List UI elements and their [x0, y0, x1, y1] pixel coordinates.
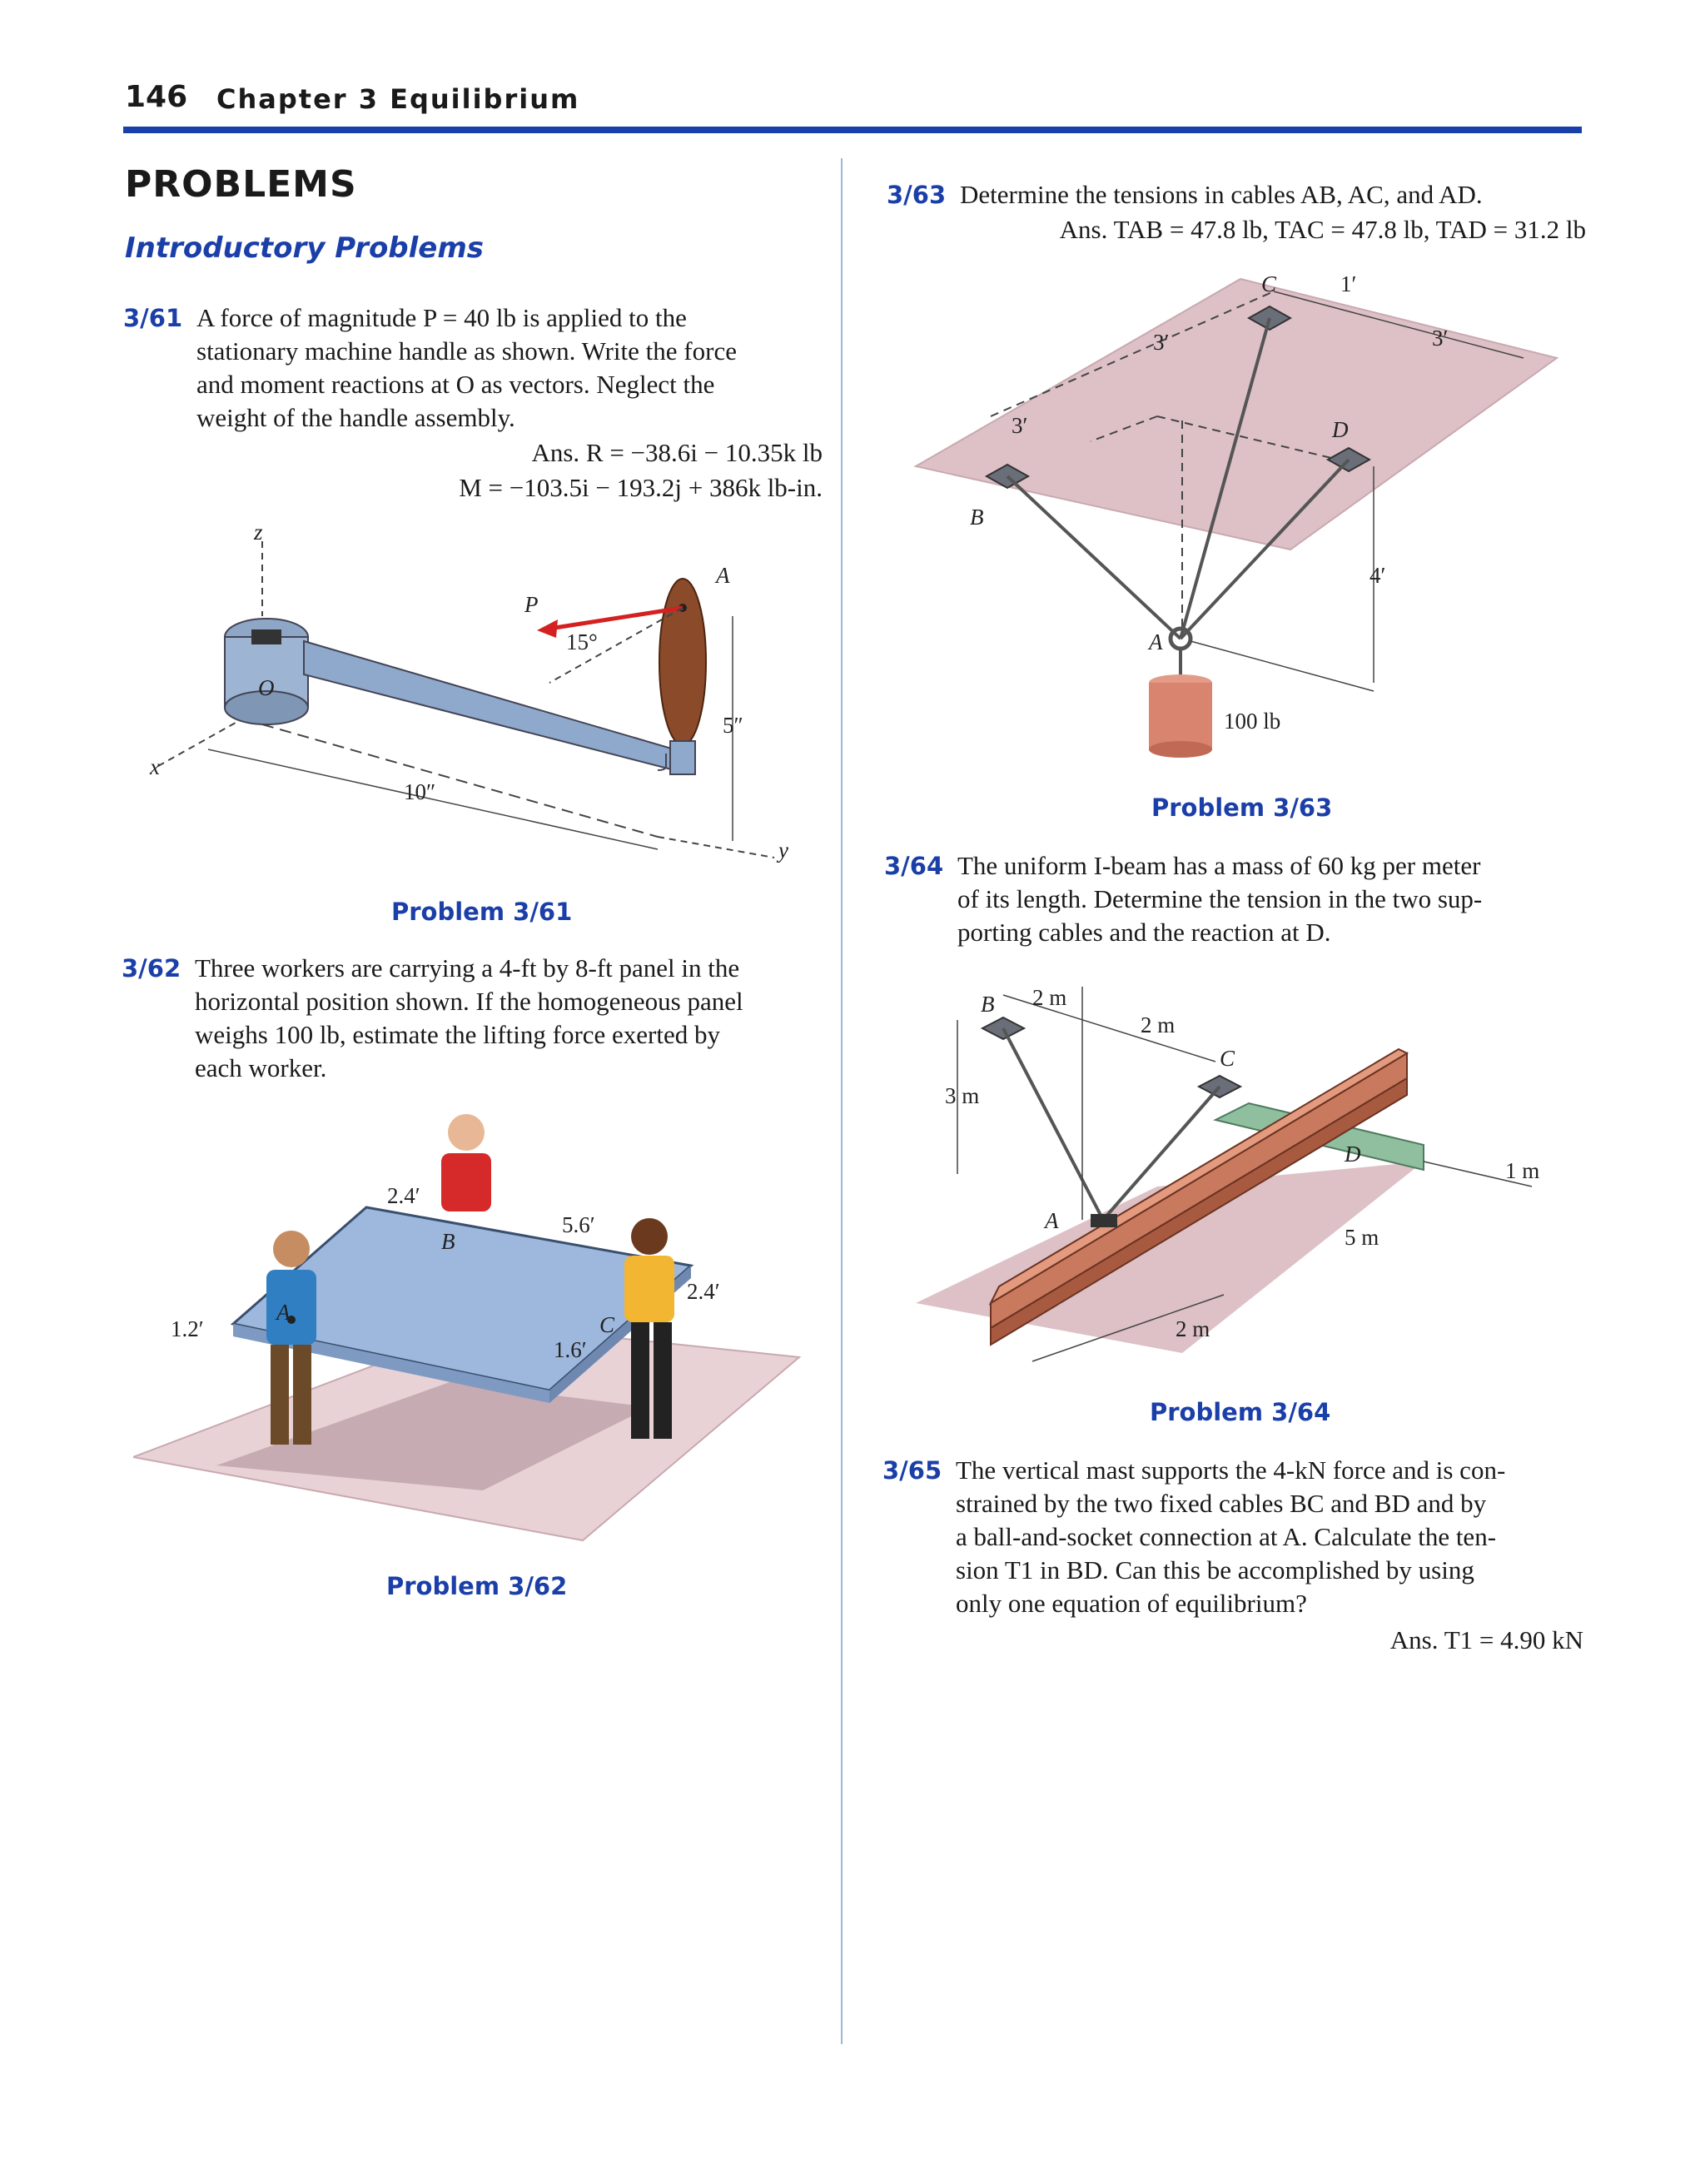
problem-3-63	[887, 178, 1586, 253]
problem-3-64	[884, 849, 1583, 958]
label-B: B	[981, 992, 995, 1017]
problem-number: 3/61	[123, 304, 183, 332]
problem-text	[956, 1454, 1505, 1620]
text-line: weighs 100 lb, estimate the lifting force exerted by	[195, 1020, 721, 1049]
text-line: strained by the two fixed cables BC and BD and by	[956, 1489, 1487, 1518]
figure-3-63	[907, 266, 1573, 791]
label-dim-5: 5″	[723, 713, 743, 738]
label-d3: 1′	[1340, 271, 1357, 296]
label-d4: 3′	[1432, 326, 1449, 351]
label-d1: 3′	[1153, 330, 1170, 355]
label-x: x	[150, 754, 160, 779]
label-A: A	[1045, 1208, 1059, 1233]
label-d5: 5 m	[1345, 1225, 1379, 1250]
problem-number: 3/65	[882, 1456, 942, 1485]
label-d2: 2 m	[1141, 1012, 1176, 1037]
label-d5: 1.6′	[554, 1337, 587, 1362]
label-A: A	[1149, 629, 1163, 654]
text-line: horizontal position shown. If the homogeneous panel	[195, 987, 743, 1016]
column-divider	[841, 158, 843, 2044]
header-rule	[123, 127, 1582, 133]
figure-3-61	[125, 516, 816, 883]
label-P: P	[524, 592, 539, 617]
label-A: A	[716, 563, 730, 588]
text-line: The uniform I-beam has a mass of 60 kg per meter	[957, 851, 1481, 880]
text-line: A force of magnitude P = 40 lb is applied to the	[196, 303, 687, 332]
subsection-title: Introductory Problems	[125, 231, 485, 265]
label-C: C	[599, 1312, 615, 1337]
problem-text	[960, 178, 1483, 211]
caption-3-64: Problem 3/64	[1150, 1398, 1331, 1426]
problem-3-62	[122, 952, 826, 1093]
label-d3: 2.4′	[687, 1279, 720, 1304]
problem-text	[195, 952, 743, 1085]
label-d2: 5.6′	[562, 1212, 595, 1237]
text-line: of its length. Determine the tension in the two sup-	[957, 884, 1483, 913]
answer-line: Ans. TAB = 47.8 lb, TAC = 47.8 lb, TAD = 31.2 lb	[1059, 215, 1586, 244]
label-d4: 1 m	[1505, 1158, 1540, 1183]
figure-3-64	[907, 970, 1573, 1370]
label-d2: 3′	[1012, 413, 1028, 438]
text-line: each worker.	[195, 1053, 327, 1082]
text-line: and moment reactions at O as vectors. Neglect the	[196, 370, 715, 399]
text-line: only one equation of equilibrium?	[956, 1589, 1307, 1618]
label-angle: 15°	[566, 629, 598, 654]
label-z: z	[254, 520, 263, 545]
page-number: 146	[125, 80, 188, 114]
answer-line: Ans. R = −38.6i − 10.35k lb	[531, 438, 823, 467]
label-dim-10: 10″	[404, 779, 436, 804]
label-B: B	[970, 505, 984, 530]
label-d1: 2 m	[1032, 985, 1067, 1010]
label-d3: 3 m	[945, 1083, 980, 1108]
chapter-title: Chapter 3 Equilibrium	[216, 83, 580, 115]
caption-3-63: Problem 3/63	[1151, 794, 1333, 822]
label-B: B	[441, 1229, 455, 1254]
text-line: a ball-and-socket connection at A. Calculate the ten-	[956, 1522, 1497, 1551]
label-d5: 4′	[1369, 563, 1386, 588]
text-line: stationary machine handle as shown. Write the force	[196, 336, 737, 366]
label-weight: 100 lb	[1224, 709, 1281, 734]
text-line: The vertical mast supports the 4-kN force and is con-	[956, 1455, 1506, 1485]
problem-3-65	[882, 1454, 1583, 1662]
label-d4: 1.2′	[171, 1316, 204, 1341]
label-d6: 2 m	[1176, 1316, 1210, 1341]
problem-number: 3/63	[887, 181, 947, 209]
problem-number: 3/62	[122, 954, 181, 983]
label-A: A	[276, 1300, 291, 1325]
label-C: C	[1220, 1046, 1235, 1071]
problem-3-61	[123, 301, 823, 502]
caption-3-62: Problem 3/62	[386, 1572, 568, 1600]
label-C: C	[1261, 271, 1277, 296]
text-line: Determine the tensions in cables AB, AC, and AD.	[960, 180, 1483, 209]
answer-line: Ans. T1 = 4.90 kN	[1389, 1625, 1583, 1654]
problem-number: 3/64	[884, 852, 944, 880]
problem-text	[957, 849, 1482, 949]
text-line: weight of the handle assembly.	[196, 403, 515, 432]
caption-3-61: Problem 3/61	[391, 898, 573, 926]
section-title: PROBLEMS	[125, 163, 357, 206]
label-D: D	[1345, 1142, 1361, 1167]
figure-3-62	[133, 1107, 816, 1557]
answer-line: M = −103.5i − 193.2j + 386k lb-in.	[459, 473, 823, 502]
text-line: Three workers are carrying a 4-ft by 8-ft panel in the	[195, 953, 740, 983]
label-y: y	[778, 838, 788, 863]
label-d1: 2.4′	[387, 1183, 420, 1208]
label-D: D	[1332, 417, 1349, 442]
text-line: porting cables and the reaction at D.	[957, 918, 1331, 947]
problem-text	[196, 301, 737, 435]
label-O: O	[258, 675, 275, 700]
text-line: sion T1 in BD. Can this be accomplished by using	[956, 1555, 1474, 1585]
